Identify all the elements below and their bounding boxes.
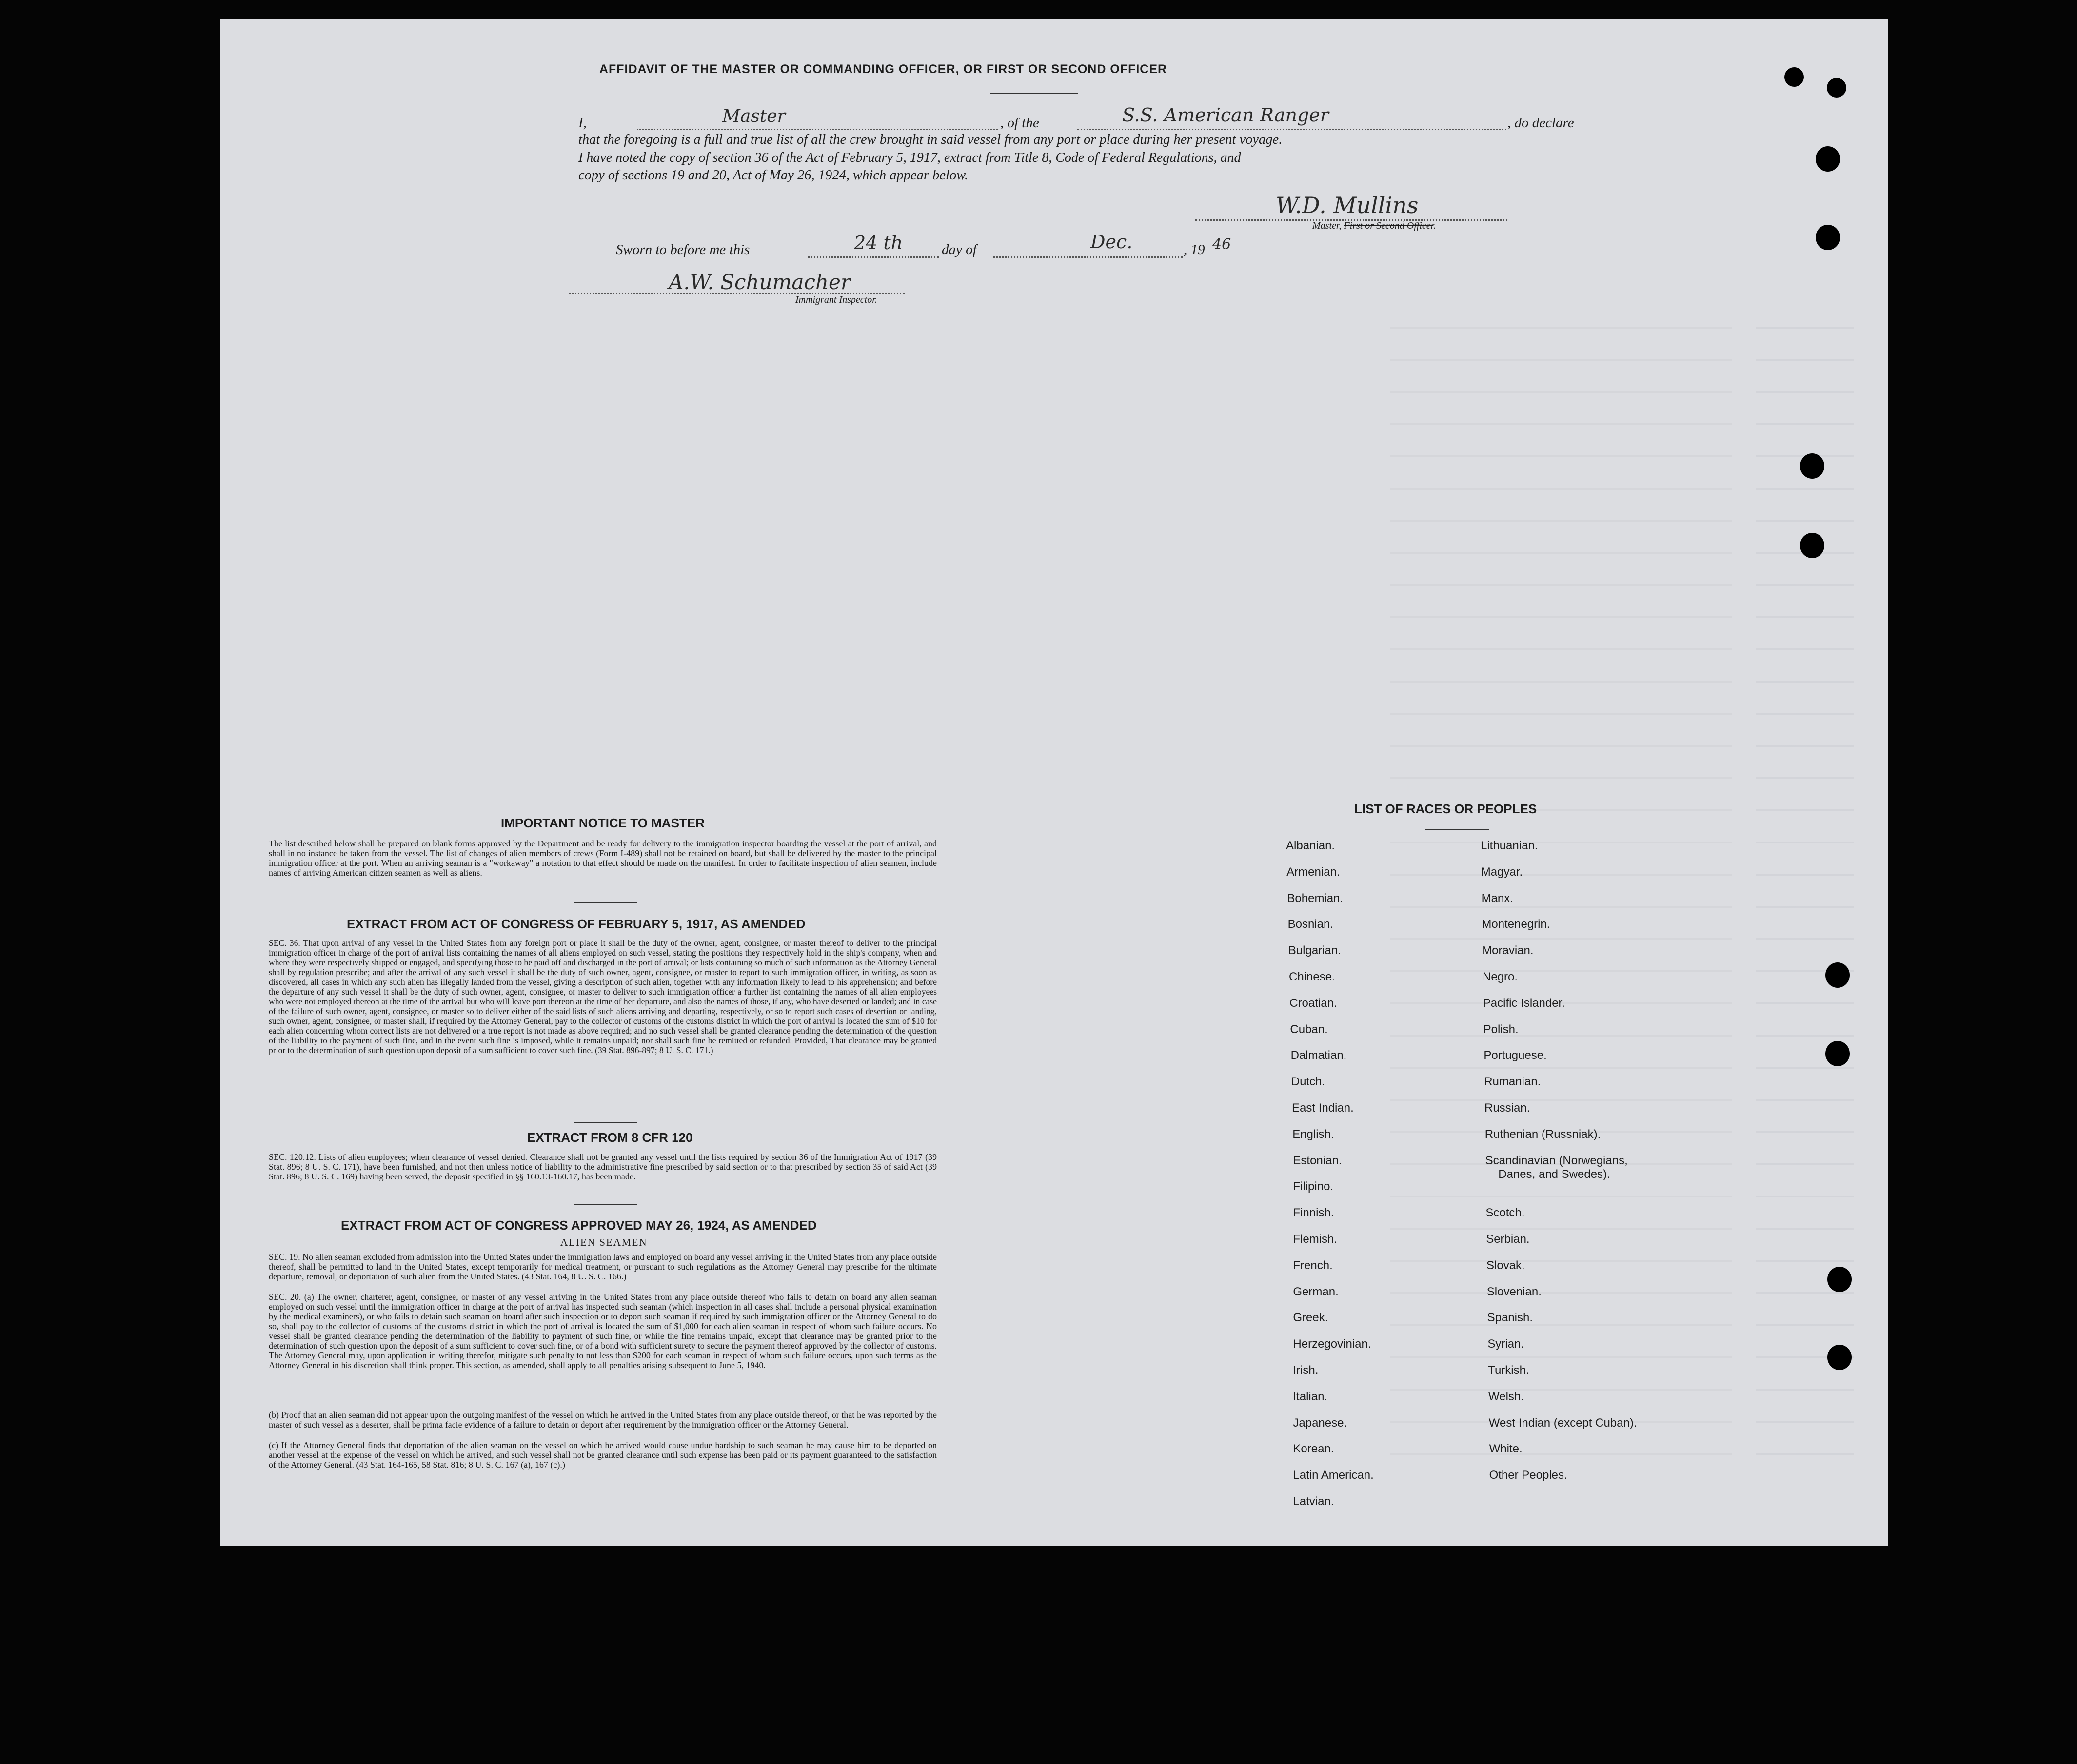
race-item: West Indian (except Cuban). [1488,1416,1637,1430]
race-item: Herzegovinian. [1293,1337,1371,1351]
sworn-day-line [808,256,939,258]
race-item: Russian. [1484,1101,1530,1115]
races-title: LIST OF RACES OR PEOPLES [1354,802,1537,816]
day-of-label: day of [942,242,977,257]
race-item: Chinese. [1289,970,1335,983]
race-item: Bohemian. [1287,891,1344,905]
race-item: Filipino. [1293,1180,1334,1194]
race-item: Japanese. [1293,1416,1347,1430]
sworn-label: Sworn to before me this [616,242,750,257]
rank-handwritten: Master [722,106,786,126]
cfr-rule [574,1204,637,1205]
rank-field-line [637,129,998,130]
binder-hole [1784,67,1804,87]
race-item: Latin American. [1293,1469,1374,1482]
sec-20c-body: (c) If the Attorney General finds that deportation of the alien seaman on the vessel on which he arrived would cause undue hardship to such seaman he may cause him to be deported on another vessel at the expense of the vessel on which he arrived, and such vessel shall not be granted clearance until such expense has been paid or its payment guaranteed to the satisfaction of the Attorney General. (43 Stat. 164-165, 58 Stat. 816; 8 U. S. C. 167 (a), 167 (c).) [269,1440,937,1470]
affidavit-i: I, [578,115,587,131]
race-item: English. [1292,1127,1334,1141]
master-signature: W.D. Mullins [1276,192,1419,218]
race-item: Pacific Islander. [1483,996,1565,1010]
race-item: Slovenian. [1486,1285,1542,1298]
binder-hole [1816,225,1840,250]
race-item: Croatian. [1289,996,1337,1010]
race-item: Bosnian. [1287,918,1333,931]
race-item: Flemish. [1293,1233,1338,1246]
race-item: Dalmatian. [1290,1049,1347,1062]
sworn-day: 24 th [854,232,903,254]
race-item: Portuguese. [1484,1049,1547,1062]
race-item: Polish. [1483,1022,1519,1036]
race-item: Latvian. [1293,1495,1334,1508]
extract-1917-rule [574,1122,637,1123]
binder-hole [1800,453,1824,479]
notice-rule [574,902,637,903]
binder-hole [1827,1345,1852,1370]
binder-hole [1825,962,1850,988]
title-rule [990,93,1078,94]
year-prefix: , 19 [1184,242,1205,257]
inspector-signature-line [569,293,905,294]
sworn-month: Dec. [1090,231,1133,253]
race-item: Scotch. [1485,1206,1525,1220]
race-item: Irish. [1293,1364,1319,1377]
inspector-signature: A.W. Schumacher [669,270,851,294]
alien-seamen-subtitle: ALIEN SEAMEN [560,1236,648,1248]
sworn-month-line [993,256,1183,258]
binder-hole [1827,1267,1852,1292]
extract-1924-title: EXTRACT FROM ACT OF CONGRESS APPROVED MAY 26, 1924, AS AMENDED [341,1218,817,1233]
race-item: Serbian. [1486,1233,1530,1246]
cfr-body: SEC. 120.12. Lists of alien employees; when clearance of vessel denied. Clearance shall not be granted any vessel until the lists required by section 36 of the Immigration Act of 1917 (39 Stat. 896; 8 U. S. C. 171), have been furnished, and not then unless notice of liability to the administrative fine prescribed by said section or to that prescribed by section 35 of said Act (39 Stat. 896; 8 U. S. C. 169) having been served, the deposit specified in §§ 160.13-160.17, has been made. [269,1152,937,1181]
vessel-field-line [1077,129,1506,130]
affidavit-line-2: that the foregoing is a full and true list of all the crew brought in said vessel from any port or place during her present voyage. [578,132,1283,147]
race-item: Spanish. [1487,1311,1533,1325]
affidavit-line-3: I have noted the copy of section 36 of the Act of February 5, 1917, extract from Title 8, Code of Federal Regulations, and [578,150,1241,165]
binder-hole [1800,533,1824,558]
race-item: Magyar. [1481,865,1523,879]
race-item: Moravian. [1482,944,1534,958]
of-the-label: , of the [1000,115,1039,131]
binder-hole [1816,146,1840,172]
race-item: Albanian. [1286,839,1335,852]
race-item: German. [1293,1285,1339,1298]
cfr-title: EXTRACT FROM 8 CFR 120 [527,1130,693,1145]
binder-hole [1827,78,1846,98]
race-item: Turkish. [1488,1364,1529,1377]
document-page [220,19,1888,1546]
race-item: French. [1293,1258,1333,1272]
struck-officer-text: First or Second Officer [1344,220,1434,231]
race-item: Syrian. [1487,1337,1524,1351]
race-item: Estonian. [1293,1154,1342,1167]
sworn-year: 46 [1212,236,1231,253]
affidavit-line-4: copy of sections 19 and 20, Act of May 26, 1924, which appear below. [578,168,969,183]
race-item: Manx. [1481,891,1513,905]
sec-20a-body: SEC. 20. (a) The owner, charterer, agent, consignee, or master of any vessel arriving in the United States from any place outside thereof who fails to detain on board any alien seaman employed on such vessel until the immigration officer in charge at the port of arrival has inspected such seaman (which inspection in all cases shall include a personal physical examination by the medical examiners), or who fails to detain such seaman on board after such inspection or to deport such seaman if required by such immigration officer or the Attorney General to do so, shall pay to the collector of customs of the customs district in which the port of arrival is located the sum of $1,000 for each alien seaman in respect of whom such failure occurs. No vessel shall be granted clearance pending the determination of the liability to payment of such fine, or while the fine remains unpaid, except that clearance may be granted prior to the determination of such question upon the deposit of a sum sufficient to cover such fine, or of a bond with sufficient surety to secure the payment thereof approved by the collector of customs. The Attorney General may, upon application in writing therefor, mitigate such penalty to not less than $200 for each seaman in respect of whom such failure occurs, upon such terms as the Attorney General in his discretion shall think proper. This section, as amended, shall apply to all penalties arising subsequent to June 5, 1940. [269,1292,937,1370]
master-caption: Master, First or Second Officer. [1312,220,1436,231]
race-item: White. [1489,1442,1523,1456]
race-item: Bulgarian. [1288,944,1341,958]
race-item: Rumanian. [1484,1075,1541,1089]
race-item: Other Peoples. [1489,1469,1567,1482]
race-item: Montenegrin. [1482,918,1550,931]
notice-body: The list described below shall be prepared on blank forms approved by the Department and be ready for delivery to the immigration inspector boarding the vessel at the port of arrival, and shall in no instance be taken from the vessel. The list of changes of alien members of crews (Form I-489) shall not be retained on board, but shall be delivered by the master to the principal immigration officer at the port. When an arriving seaman is a "workaway" a notation to that effect should be made on the manifest. In order to facilitate inspection of alien seamen, include names of arriving American citizen seamen as well as aliens. [269,839,937,878]
race-item: Ruthenian (Russniak). [1484,1127,1601,1141]
race-item: Greek. [1293,1311,1328,1325]
sec-19-body: SEC. 19. No alien seaman excluded from admission into the United States under the immigration laws and employed on board any vessel arriving in the United States from any place outside thereof, shall be permitted to land in the United States, except temporarily for medical treatment, or pursuant to such regulations as the Attorney General may prescribe for the ultimate departure, removal, or deportation of such alien from the United States. (43 Stat. 164, 8 U. S. C. 166.) [269,1252,937,1281]
affidavit-title: AFFIDAVIT OF THE MASTER OR COMMANDING OFFICER, OR FIRST OR SECOND OFFICER [599,62,1167,76]
notice-title: IMPORTANT NOTICE TO MASTER [501,816,705,830]
race-item: East Indian. [1292,1101,1354,1115]
race-item: Lithuanian. [1481,839,1538,852]
extract-1917-body: SEC. 36. That upon arrival of any vessel in the United States from any foreign port or place it shall be the duty of the owner, agent, consignee, or master thereof to deliver to the principal immigration officer in charge of the port of arrival lists containing the names of all aliens employed on such vessel, stating the positions they respectively hold in the ship's company, when and where they were respectively shipped or engaged, and specifying those to be paid off and discharged in the port of arrival; or lists containing so much of such information as the Attorney General shall by regulation prescribe; and after the arrival of any such vessel it shall be the duty of such owner, agent, consignee, or master to report to such immigration officer, in writing, as soon as discovered, all cases in which any such alien has illegally landed from the vessel, giving a description of such alien, together with any information likely to lead to his apprehension; and before the departure of any such vessel it shall be the duty of such owner, agent, consignee, or master to deliver to such immigration officer a further list containing the names of all alien employees who were not employed thereon at the time of the arrival but who will leave port thereon at the time of her departure, and also the names of those, if any, who have deserted or landed; and in case of the failure of such owner, agent, consignee, or master so to deliver either of the said lists of such aliens arriving and departing, respectively, or so to report such cases of desertion or landing, such owner, agent, consignee, or master shall, if required by the Attorney General, pay to the collector of customs of the customs district in which the port of arrival is located the sum of $10 for each alien concerning whom correct lists are not delivered or a true report is not made as above required; and no such vessel shall be granted clearance pending the determination of the question of the liability to the payment of such fine, and in the event such fine is imposed, while it remains unpaid; nor shall such fine be remitted or refunded: Provided, That clearance may be granted prior to the determination of such question upon deposit of a sum sufficient to cover such fine. (39 Stat. 896-897; 8 U. S. C. 171.) [269,938,937,1055]
race-item: Scandinavian (Norwegians, Danes, and Swedes). [1485,1154,1628,1181]
race-item: Slovak. [1486,1258,1525,1272]
races-rule [1425,829,1489,830]
race-item: Cuban. [1290,1022,1328,1036]
binder-hole [1825,1041,1850,1066]
vessel-handwritten: S.S. American Ranger [1122,104,1329,126]
race-item: Finnish. [1293,1206,1334,1220]
extract-1917-title: EXTRACT FROM ACT OF CONGRESS OF FEBRUARY 5, 1917, AS AMENDED [347,917,806,931]
race-item: Korean. [1293,1442,1334,1456]
do-declare-label: , do declare [1507,115,1574,131]
race-item: Armenian. [1286,865,1340,879]
race-item: Italian. [1293,1390,1328,1403]
race-item: Dutch. [1291,1075,1325,1089]
inspector-caption: Immigrant Inspector. [795,294,877,305]
sec-20b-body: (b) Proof that an alien seaman did not appear upon the outgoing manifest of the vessel on which he arrived in the United States from any place outside thereof, or that he was reported by the master of such vessel as a deserter, shall be prima facie evidence of a failure to detain or deport after requirement by the immigration officer or the Attorney General. [269,1410,937,1430]
race-item: Negro. [1483,970,1518,983]
race-item: Welsh. [1488,1390,1524,1403]
